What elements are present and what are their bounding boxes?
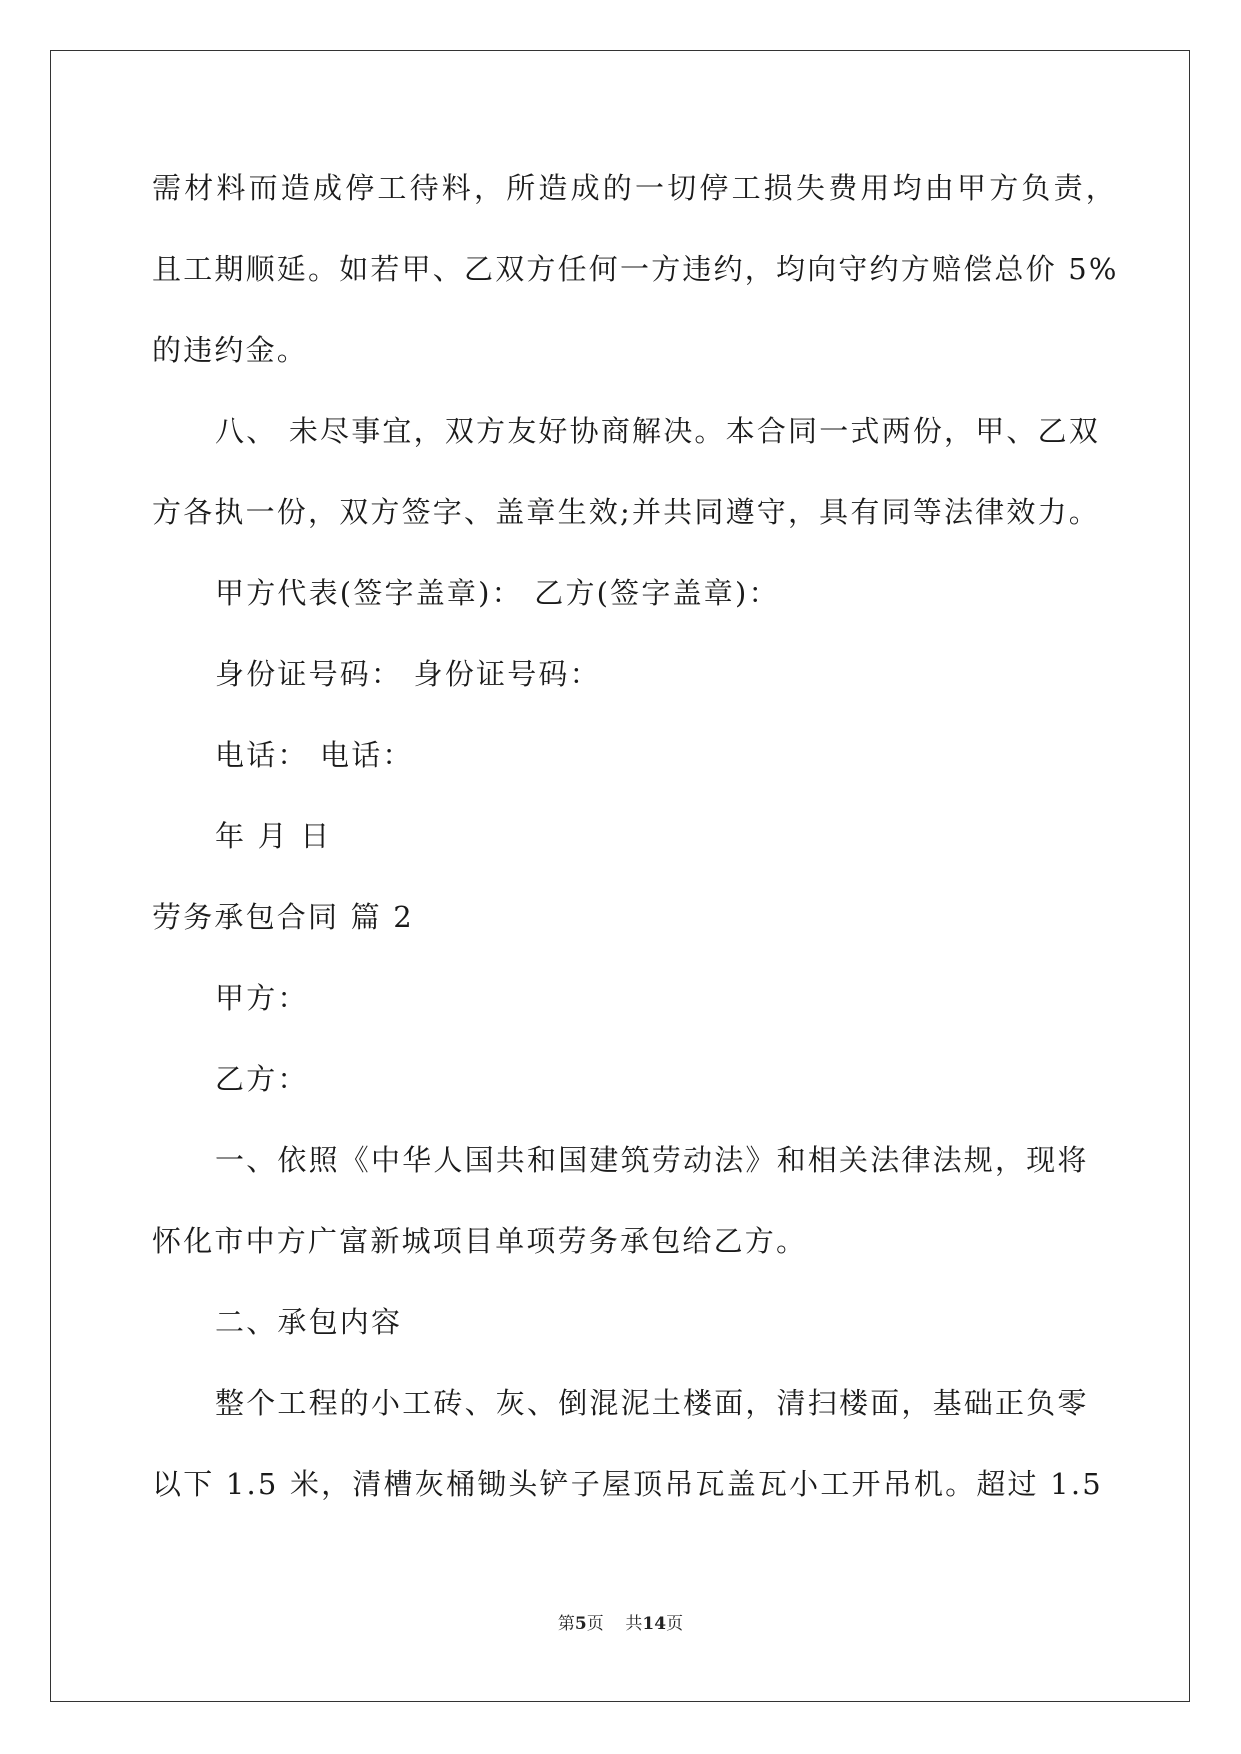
total-prefix: 共 — [625, 1614, 643, 1634]
page-prefix: 第 — [557, 1614, 575, 1634]
clause-heading: 二、承包内容 — [215, 1305, 403, 1339]
paragraph-line: 一、依照《中华人国共和国建筑劳动法》和相关法律法规，现将 — [215, 1143, 1089, 1177]
total-pages: 14 — [642, 1614, 667, 1634]
paragraph-line: 怀化市中方广富新城项目单项劳务承包给乙方。 — [152, 1224, 808, 1258]
paragraph-line: 的违约金。 — [152, 333, 309, 367]
signature-line: 甲方代表(签字盖章)： 乙方(签字盖章)： — [215, 576, 780, 610]
total-suffix: 页 — [666, 1614, 684, 1634]
section-title: 劳务承包合同 篇 2 — [152, 900, 414, 934]
paragraph-line: 需材料而造成停工待料，所造成的一切停工损失费用均由甲方负责， — [152, 171, 1119, 205]
party-a-line: 甲方： — [215, 981, 309, 1015]
paragraph-line: 八、 未尽事宜，双方友好协商解决。本合同一式两份，甲、乙双 — [215, 414, 1101, 448]
paragraph-line: 以下 1.5 米，清槽灰桶锄头铲子屋顶吊瓦盖瓦小工开吊机。超过 1.5 — [152, 1467, 1103, 1501]
phone-line: 电话： 电话： — [215, 738, 414, 772]
page-footer — [0, 1612, 1241, 1636]
page-suffix: 页 — [586, 1614, 604, 1634]
page-number: 5 — [574, 1614, 587, 1634]
paragraph-line: 方各执一份，双方签字、盖章生效;并共同遵守，具有同等法律效力。 — [152, 495, 1100, 529]
party-b-line: 乙方： — [215, 1062, 309, 1096]
id-number-line: 身份证号码： 身份证号码： — [215, 657, 601, 691]
date-line: 年 月 日 — [215, 819, 332, 853]
paragraph-line: 整个工程的小工砖、灰、倒混泥土楼面，清扫楼面，基础正负零 — [215, 1386, 1089, 1420]
page-border — [50, 50, 1190, 1702]
paragraph-line: 且工期顺延。如若甲、乙双方任何一方违约，均向守约方赔偿总价 5% — [152, 252, 1119, 286]
